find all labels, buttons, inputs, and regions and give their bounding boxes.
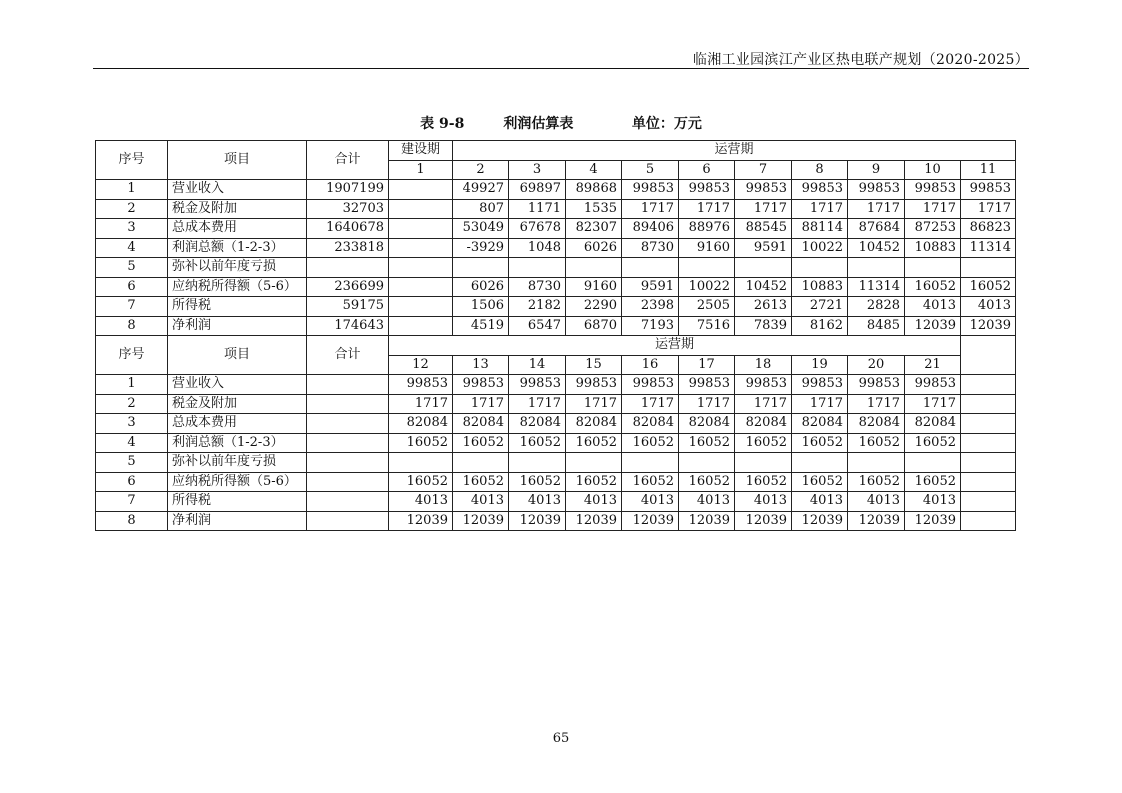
row-value: 4013	[905, 492, 961, 512]
row-value: 10452	[848, 238, 905, 258]
row-value	[566, 258, 622, 278]
row-total: 1907199	[307, 180, 389, 200]
row-value: 99853	[622, 180, 679, 200]
row-value	[509, 258, 566, 278]
row-value	[389, 199, 453, 219]
row-item: 利润总额（1-2-3）	[168, 238, 307, 258]
row-value: 99853	[389, 375, 453, 395]
header-operation-period: 运营期	[453, 141, 1016, 161]
header-year: 1	[389, 160, 453, 180]
row-value: 16052	[905, 277, 961, 297]
row-seq: 7	[96, 492, 168, 512]
row-value: 16052	[509, 472, 566, 492]
header-row	[96, 141, 1016, 161]
table-row	[96, 375, 1016, 395]
row-value: 2290	[566, 297, 622, 317]
row-total	[307, 433, 389, 453]
row-value: 12039	[509, 511, 566, 531]
row-value: 89406	[622, 219, 679, 239]
row-value: 1171	[509, 199, 566, 219]
row-value: 12039	[453, 511, 509, 531]
row-total: 233818	[307, 238, 389, 258]
row-value	[905, 258, 961, 278]
row-value: 4013	[566, 492, 622, 512]
row-value: 10022	[792, 238, 848, 258]
row-seq: 4	[96, 433, 168, 453]
row-value: 16052	[453, 472, 509, 492]
row-value: 12039	[905, 316, 961, 336]
row-seq: 3	[96, 414, 168, 434]
row-value: 99853	[848, 375, 905, 395]
row-value: 99853	[905, 375, 961, 395]
row-value: 4013	[905, 297, 961, 317]
header-rule	[93, 68, 1029, 69]
row-value: 82084	[622, 414, 679, 434]
row-value: 807	[453, 199, 509, 219]
row-value: 1717	[848, 394, 905, 414]
row-value: 4013	[389, 492, 453, 512]
row-value: 12039	[566, 511, 622, 531]
row-value: 9160	[566, 277, 622, 297]
row-value: 1048	[509, 238, 566, 258]
row-seq: 7	[96, 297, 168, 317]
row-seq: 6	[96, 472, 168, 492]
row-value: 16052	[792, 472, 848, 492]
row-value: 1535	[566, 199, 622, 219]
row-value	[735, 258, 792, 278]
row-value: 2721	[792, 297, 848, 317]
row-value: 12039	[792, 511, 848, 531]
row-value	[389, 180, 453, 200]
row-value: 2613	[735, 297, 792, 317]
row-value: 1717	[679, 394, 735, 414]
row-value: 9591	[622, 277, 679, 297]
row-value: 16052	[509, 433, 566, 453]
row-value: 4013	[509, 492, 566, 512]
header-seq: 序号	[96, 141, 168, 180]
row-total	[307, 453, 389, 473]
table-row	[96, 258, 1016, 278]
table-row	[96, 219, 1016, 239]
profit-estimate-table	[95, 140, 1016, 531]
table-row	[96, 316, 1016, 336]
row-value: 82084	[792, 414, 848, 434]
row-value: 82084	[905, 414, 961, 434]
row-value	[679, 453, 735, 473]
row-value: 4013	[961, 297, 1016, 317]
row-value: 88114	[792, 219, 848, 239]
row-value: 6870	[566, 316, 622, 336]
row-value: 4519	[453, 316, 509, 336]
row-value: 53049	[453, 219, 509, 239]
row-value: 6026	[453, 277, 509, 297]
row-empty	[961, 453, 1016, 473]
row-item: 利润总额（1-2-3）	[168, 433, 307, 453]
row-value	[622, 258, 679, 278]
row-value: 99853	[905, 180, 961, 200]
row-value: 7516	[679, 316, 735, 336]
row-value	[848, 258, 905, 278]
row-value: 49927	[453, 180, 509, 200]
row-value	[453, 453, 509, 473]
row-value: 11314	[961, 238, 1016, 258]
row-value: 82084	[453, 414, 509, 434]
row-value: 16052	[905, 472, 961, 492]
row-total	[307, 394, 389, 414]
row-value: 2398	[622, 297, 679, 317]
row-empty	[961, 511, 1016, 531]
row-value: 8730	[509, 277, 566, 297]
table-name: 利润估算表	[503, 116, 574, 132]
row-value: 16052	[389, 472, 453, 492]
row-value: 9160	[679, 238, 735, 258]
header-year: 21	[905, 355, 961, 375]
header-year: 18	[735, 355, 792, 375]
row-value: 7839	[735, 316, 792, 336]
row-value: 1717	[622, 199, 679, 219]
row-seq: 2	[96, 199, 168, 219]
table-row	[96, 414, 1016, 434]
row-value: 16052	[453, 433, 509, 453]
row-value: 4013	[792, 492, 848, 512]
table-row	[96, 492, 1016, 512]
row-value: 12039	[961, 316, 1016, 336]
header-year: 8	[792, 160, 848, 180]
row-total	[307, 492, 389, 512]
row-value: 12039	[848, 511, 905, 531]
row-seq: 5	[96, 453, 168, 473]
row-value: 16052	[905, 433, 961, 453]
row-value: 9591	[735, 238, 792, 258]
row-empty	[961, 492, 1016, 512]
row-value: 12039	[679, 511, 735, 531]
row-value: 10452	[735, 277, 792, 297]
header-year: 4	[566, 160, 622, 180]
row-value: 99853	[848, 180, 905, 200]
row-value: 16052	[622, 472, 679, 492]
row-value: 1717	[961, 199, 1016, 219]
row-value: 2182	[509, 297, 566, 317]
table-row	[96, 180, 1016, 200]
row-value	[905, 453, 961, 473]
row-value: 1717	[566, 394, 622, 414]
row-value: 99853	[679, 180, 735, 200]
row-value: 2505	[679, 297, 735, 317]
row-value: 1717	[735, 199, 792, 219]
table-caption	[0, 113, 1122, 133]
row-total	[307, 511, 389, 531]
row-value: 16052	[792, 433, 848, 453]
row-value: 1717	[509, 394, 566, 414]
header-construction-period: 建设期	[389, 141, 453, 161]
row-value: 16052	[735, 472, 792, 492]
row-value: 10022	[679, 277, 735, 297]
header-total: 合计	[307, 141, 389, 180]
row-value: 16052	[848, 472, 905, 492]
row-seq: 1	[96, 180, 168, 200]
row-value	[679, 258, 735, 278]
row-value: 16052	[566, 433, 622, 453]
row-value	[566, 453, 622, 473]
header-item: 项目	[168, 141, 307, 180]
header-year: 15	[566, 355, 622, 375]
row-item: 净利润	[168, 511, 307, 531]
row-value: 16052	[566, 472, 622, 492]
row-value: 16052	[679, 472, 735, 492]
row-value: 16052	[389, 433, 453, 453]
row-value: 8162	[792, 316, 848, 336]
row-value: -3929	[453, 238, 509, 258]
header-operation-period: 运营期	[389, 336, 961, 356]
row-item: 营业收入	[168, 180, 307, 200]
row-value: 12039	[905, 511, 961, 531]
row-value: 4013	[453, 492, 509, 512]
row-seq: 6	[96, 277, 168, 297]
row-item: 净利润	[168, 316, 307, 336]
row-seq: 2	[96, 394, 168, 414]
row-value: 2828	[848, 297, 905, 317]
row-empty	[961, 433, 1016, 453]
row-value: 99853	[792, 180, 848, 200]
row-value: 6547	[509, 316, 566, 336]
row-seq: 8	[96, 316, 168, 336]
row-value: 1717	[905, 394, 961, 414]
row-value	[453, 258, 509, 278]
table-row	[96, 199, 1016, 219]
row-value: 87684	[848, 219, 905, 239]
row-value: 99853	[735, 180, 792, 200]
header-year: 2	[453, 160, 509, 180]
row-total	[307, 258, 389, 278]
row-value: 16052	[735, 433, 792, 453]
row-value: 67678	[509, 219, 566, 239]
row-value: 82084	[509, 414, 566, 434]
row-value: 1717	[679, 199, 735, 219]
row-value	[389, 238, 453, 258]
row-item: 税金及附加	[168, 394, 307, 414]
row-value: 1717	[792, 199, 848, 219]
row-value	[389, 297, 453, 317]
row-value: 99853	[679, 375, 735, 395]
row-total: 32703	[307, 199, 389, 219]
header-item: 项目	[168, 336, 307, 375]
row-total	[307, 375, 389, 395]
header-year: 14	[509, 355, 566, 375]
row-value: 82084	[566, 414, 622, 434]
row-value: 99853	[792, 375, 848, 395]
row-value: 82084	[389, 414, 453, 434]
row-total: 1640678	[307, 219, 389, 239]
row-value	[389, 219, 453, 239]
row-value: 4013	[679, 492, 735, 512]
row-value: 99853	[622, 375, 679, 395]
row-value	[389, 277, 453, 297]
row-value: 1717	[792, 394, 848, 414]
row-item: 总成本费用	[168, 219, 307, 239]
header-year: 17	[679, 355, 735, 375]
header-empty	[961, 336, 1016, 375]
header-year: 12	[389, 355, 453, 375]
row-item: 总成本费用	[168, 414, 307, 434]
header-row	[96, 336, 1016, 356]
row-value: 1717	[389, 394, 453, 414]
table-number: 表 9-8	[420, 116, 465, 132]
table-unit: 单位：万元	[631, 116, 702, 132]
table-row	[96, 433, 1016, 453]
row-value: 4013	[735, 492, 792, 512]
row-value: 16052	[848, 433, 905, 453]
row-value: 16052	[622, 433, 679, 453]
row-value: 1506	[453, 297, 509, 317]
row-value: 82084	[735, 414, 792, 434]
row-seq: 4	[96, 238, 168, 258]
row-empty	[961, 375, 1016, 395]
row-empty	[961, 394, 1016, 414]
header-year: 10	[905, 160, 961, 180]
row-value: 4013	[622, 492, 679, 512]
table-row	[96, 277, 1016, 297]
row-value	[848, 453, 905, 473]
header-year: 7	[735, 160, 792, 180]
row-total	[307, 414, 389, 434]
row-value: 99853	[735, 375, 792, 395]
row-value	[509, 453, 566, 473]
row-item: 弥补以前年度亏损	[168, 453, 307, 473]
row-value: 6026	[566, 238, 622, 258]
header-year: 11	[961, 160, 1016, 180]
row-total	[307, 472, 389, 492]
row-value: 69897	[509, 180, 566, 200]
row-item: 营业收入	[168, 375, 307, 395]
header-total: 合计	[307, 336, 389, 375]
row-value: 1717	[848, 199, 905, 219]
row-value	[961, 258, 1016, 278]
row-value: 16052	[961, 277, 1016, 297]
header-year: 19	[792, 355, 848, 375]
page-number: 65	[552, 731, 570, 746]
row-item: 所得税	[168, 492, 307, 512]
running-header-title: 临湘工业园滨江产业区热电联产规划（2020-2025）	[692, 52, 1029, 68]
row-value: 99853	[453, 375, 509, 395]
row-item: 税金及附加	[168, 199, 307, 219]
row-value: 86823	[961, 219, 1016, 239]
row-value	[735, 453, 792, 473]
row-value: 99853	[509, 375, 566, 395]
row-empty	[961, 414, 1016, 434]
row-value: 8730	[622, 238, 679, 258]
header-year: 6	[679, 160, 735, 180]
row-value	[792, 258, 848, 278]
header-year: 20	[848, 355, 905, 375]
row-value: 82084	[679, 414, 735, 434]
row-seq: 5	[96, 258, 168, 278]
row-value: 1717	[453, 394, 509, 414]
row-item: 应纳税所得额（5-6）	[168, 472, 307, 492]
table-row	[96, 453, 1016, 473]
header-seq: 序号	[96, 336, 168, 375]
row-value	[389, 316, 453, 336]
row-empty	[961, 472, 1016, 492]
row-value: 99853	[566, 375, 622, 395]
table-row	[96, 297, 1016, 317]
row-seq: 3	[96, 219, 168, 239]
row-total: 236699	[307, 277, 389, 297]
row-value: 10883	[905, 238, 961, 258]
row-total: 59175	[307, 297, 389, 317]
row-value: 12039	[735, 511, 792, 531]
row-item: 所得税	[168, 297, 307, 317]
row-value: 1717	[905, 199, 961, 219]
table-row	[96, 238, 1016, 258]
header-year: 9	[848, 160, 905, 180]
row-value	[792, 453, 848, 473]
row-value: 1717	[735, 394, 792, 414]
row-value	[389, 258, 453, 278]
row-item: 应纳税所得额（5-6）	[168, 277, 307, 297]
row-value: 89868	[566, 180, 622, 200]
row-value: 99853	[961, 180, 1016, 200]
header-year: 3	[509, 160, 566, 180]
row-value: 10883	[792, 277, 848, 297]
table-row	[96, 472, 1016, 492]
row-value: 88976	[679, 219, 735, 239]
header-year: 5	[622, 160, 679, 180]
row-item: 弥补以前年度亏损	[168, 258, 307, 278]
row-value: 12039	[622, 511, 679, 531]
row-value	[622, 453, 679, 473]
row-value: 82307	[566, 219, 622, 239]
row-total: 174643	[307, 316, 389, 336]
row-value	[389, 453, 453, 473]
header-year: 13	[453, 355, 509, 375]
table-row	[96, 394, 1016, 414]
row-value: 4013	[848, 492, 905, 512]
row-seq: 1	[96, 375, 168, 395]
row-value: 87253	[905, 219, 961, 239]
table-row	[96, 511, 1016, 531]
row-value: 88545	[735, 219, 792, 239]
row-value: 11314	[848, 277, 905, 297]
row-value: 16052	[679, 433, 735, 453]
row-value: 12039	[389, 511, 453, 531]
row-value: 1717	[622, 394, 679, 414]
row-value: 8485	[848, 316, 905, 336]
row-seq: 8	[96, 511, 168, 531]
row-value: 82084	[848, 414, 905, 434]
row-value: 7193	[622, 316, 679, 336]
header-year: 16	[622, 355, 679, 375]
